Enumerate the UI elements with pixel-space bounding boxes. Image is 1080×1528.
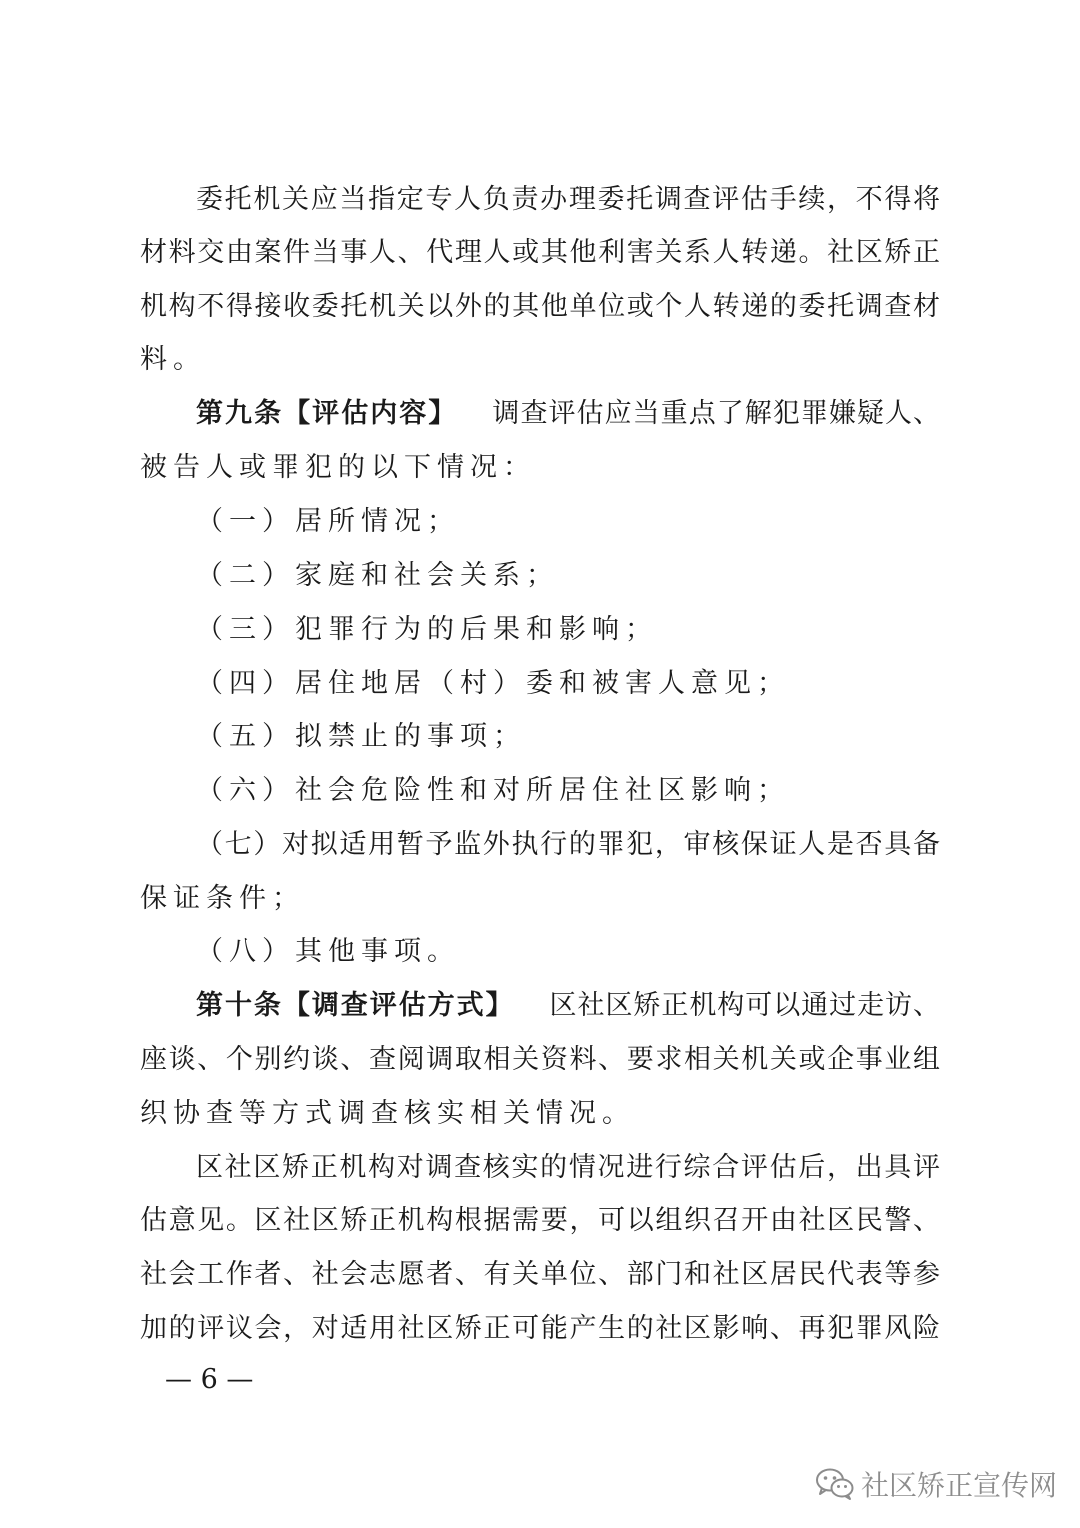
list-item: （八）其他事项。 bbox=[196, 936, 460, 967]
article-ten-text: 区社区矫正机构可以通过走访、 bbox=[548, 990, 940, 1021]
paragraph-line: 加的评议会，对适用社区矫正可能产生的社区影响、再犯罪风险 bbox=[140, 1313, 940, 1344]
paragraph-line: 区社区矫正机构对调查核实的情况进行综合评估后，出具评 bbox=[196, 1152, 940, 1183]
article-ten-line bbox=[196, 986, 940, 1026]
article-nine-line bbox=[196, 394, 940, 434]
list-item: （一）居所情况； bbox=[196, 506, 460, 537]
page-number: — 6 — bbox=[165, 1364, 254, 1395]
list-item: （二）家庭和社会关系； bbox=[196, 560, 559, 591]
paragraph-line: 料。 bbox=[140, 344, 206, 375]
paragraph-line: 机构不得接收委托机关以外的其他单位或个人转递的委托调查材 bbox=[140, 291, 940, 322]
watermark bbox=[815, 1462, 1058, 1506]
article-ten-heading: 第十条【调查评估方式】 bbox=[196, 990, 515, 1021]
list-item: （三）犯罪行为的后果和影响； bbox=[196, 614, 658, 645]
paragraph-line: 估意见。区社区矫正机构根据需要，可以组织召开由社区民警、 bbox=[140, 1205, 940, 1236]
paragraph-line: 被告人或罪犯的以下情况： bbox=[140, 452, 536, 483]
article-nine-heading: 第九条【评估内容】 bbox=[196, 398, 458, 429]
list-item: （七）对拟适用暂予监外执行的罪犯，审核保证人是否具备 bbox=[196, 829, 940, 860]
paragraph-line: 织协查等方式调查核实相关情况。 bbox=[140, 1098, 635, 1129]
list-item-continuation: 保证条件； bbox=[140, 883, 305, 914]
list-item: （五）拟禁止的事项； bbox=[196, 721, 526, 752]
paragraph-line: 座谈、个别约谈、查阅调取相关资料、要求相关机关或企事业组 bbox=[140, 1044, 940, 1075]
watermark-text: 社区矫正宣传网 bbox=[861, 1469, 1058, 1502]
list-item: （四）居住地居（村）委和被害人意见； bbox=[196, 668, 790, 699]
wechat-icon bbox=[815, 1467, 855, 1501]
list-item: （六）社会危险性和对所居住社区影响； bbox=[196, 775, 790, 806]
paragraph-line: 委托机关应当指定专人负责办理委托调查评估手续，不得将 bbox=[196, 184, 940, 215]
article-nine-text: 调查评估应当重点了解犯罪嫌疑人、 bbox=[491, 398, 940, 429]
paragraph-line: 社会工作者、社会志愿者、有关单位、部门和社区居民代表等参 bbox=[140, 1259, 940, 1290]
paragraph-line: 材料交由案件当事人、代理人或其他利害关系人转递。社区矫正 bbox=[140, 237, 940, 268]
